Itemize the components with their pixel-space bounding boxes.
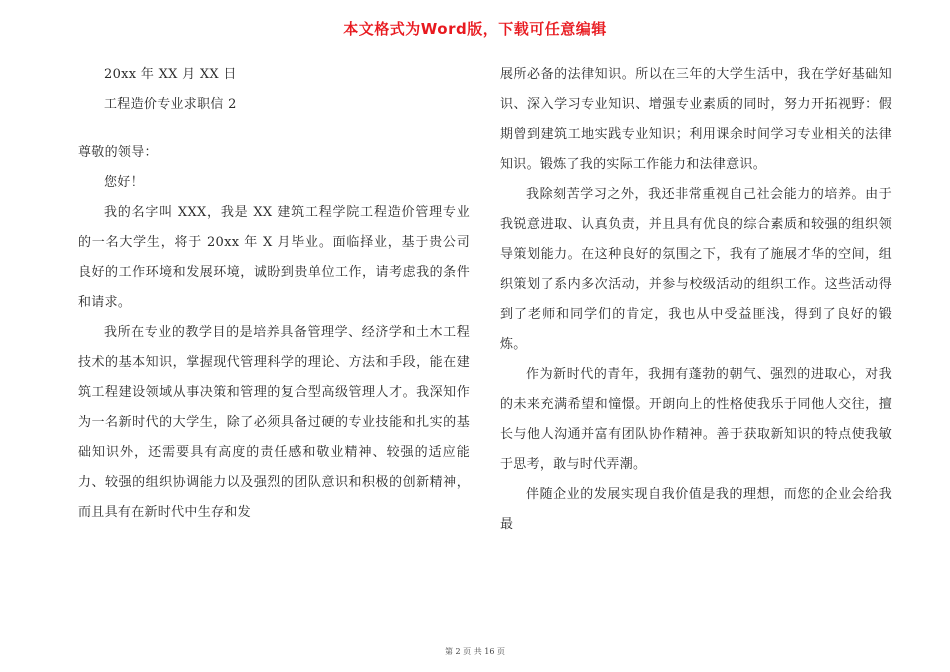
page-number: 第 2 页 共 16 页 bbox=[445, 647, 505, 656]
salutation: 尊敬的领导： bbox=[78, 145, 158, 160]
paragraph-continuation: 展所必备的法律知识。所以在三年的大学生活中，我在学好基础知识、深入学习专业知识、增强专业素质的同时，努力开拓视野：假期曾到建筑工地实践专业知识；利用课余时间学习专业相关的法律知识。锻炼了我的实际工作能力和法律意识。 bbox=[500, 67, 892, 172]
paragraph-social-ability: 我除刻苦学习之外，我还非常重视自己社会能力的培养。由于我锐意进取、认真负责，并且具有优良的综合素质和较强的组织领导策划能力。在这种良好的氛围之下，我有了施展才华的空间，组织策划了系内多次活动，并参与校级活动的组织工作。这些活动得到了老师和同学们的肯定，我也从中受益匪浅，得到了良好的锻炼。 bbox=[500, 187, 892, 352]
letter-date: 20xx 年 XX 月 XX 日 bbox=[104, 67, 237, 82]
greeting: 您好！ bbox=[104, 175, 144, 190]
paragraph-major: 我所在专业的教学目的是培养具备管理学、经济学和土木工程技术的基本知识，掌握现代管理科学的理论、方法和手段，能在建筑工程建设领域从事决策和管理的复合型高级管理人才。我深知作为一名新时代的大学生，除了必须具备过硬的专业技能和扎实的基础知识外，还需要具有高度的责任感和敬业精神、较强的适应能力、较强的组织协调能力以及强烈的团队意识和积极的创新精神，而且具有在新时代中生存和发 bbox=[78, 325, 470, 520]
spacer bbox=[78, 120, 470, 138]
letter-title: 工程造价专业求职信 2 bbox=[104, 97, 237, 112]
left-column bbox=[78, 60, 470, 528]
paragraph-youth: 作为新时代的青年，我拥有蓬勃的朝气、强烈的进取心，对我的未来充满希望和憧憬。开朗向上的性格使我乐于同他人交往，擅长与他人沟通并富有团队协作精神。善于获取新知识的特点使我敏于思考，敢与时代弄潮。 bbox=[500, 367, 892, 472]
paragraph-ideal: 伴随企业的发展实现自我价值是我的理想，而您的企业会给我最 bbox=[500, 487, 892, 532]
word-format-banner: 本文格式为Word版，下载可任意编辑 bbox=[343, 20, 607, 38]
right-column bbox=[500, 60, 892, 540]
paragraph-introduction: 我的名字叫 XXX，我是 XX 建筑工程学院工程造价管理专业的一名大学生，将于 20xx 年 X 月毕业。面临择业，基于贵公司良好的工作环境和发展环境，诚盼到贵单位工作，请考虑我的条件和请求。 bbox=[78, 205, 470, 310]
